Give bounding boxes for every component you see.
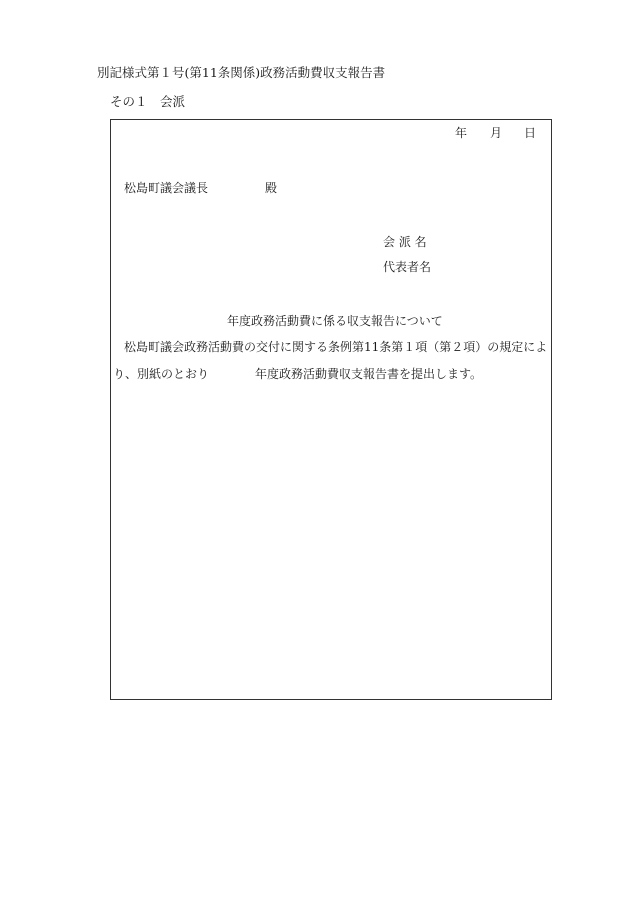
header-title: 別記様式第１号(第11条関係)政務活動費収支報告書: [97, 65, 386, 80]
body-line-2-part-2: 年度政務活動費収支報告書を提出します。: [255, 367, 483, 381]
report-title: 年度政務活動費に係る収支報告について: [227, 314, 443, 328]
form-frame: [110, 119, 552, 700]
addressee-name: 松島町議会議長: [124, 181, 209, 195]
addressee-honorific: 殿: [265, 181, 278, 195]
body-line-2-part-1: り、別紙のとおり: [113, 367, 210, 381]
representative-label: 代表者名: [383, 260, 432, 274]
form-subtitle: その１ 会派: [110, 94, 186, 109]
date-day-label: 日: [524, 126, 537, 140]
faction-name-label: 会 派 名: [383, 235, 427, 249]
body-line-1: 松島町議会政務活動費の交付に関する条例第11条第１項（第２項）の規定によ: [124, 340, 548, 354]
date-month-label: 月: [490, 126, 503, 140]
date-year-label: 年: [455, 126, 468, 140]
